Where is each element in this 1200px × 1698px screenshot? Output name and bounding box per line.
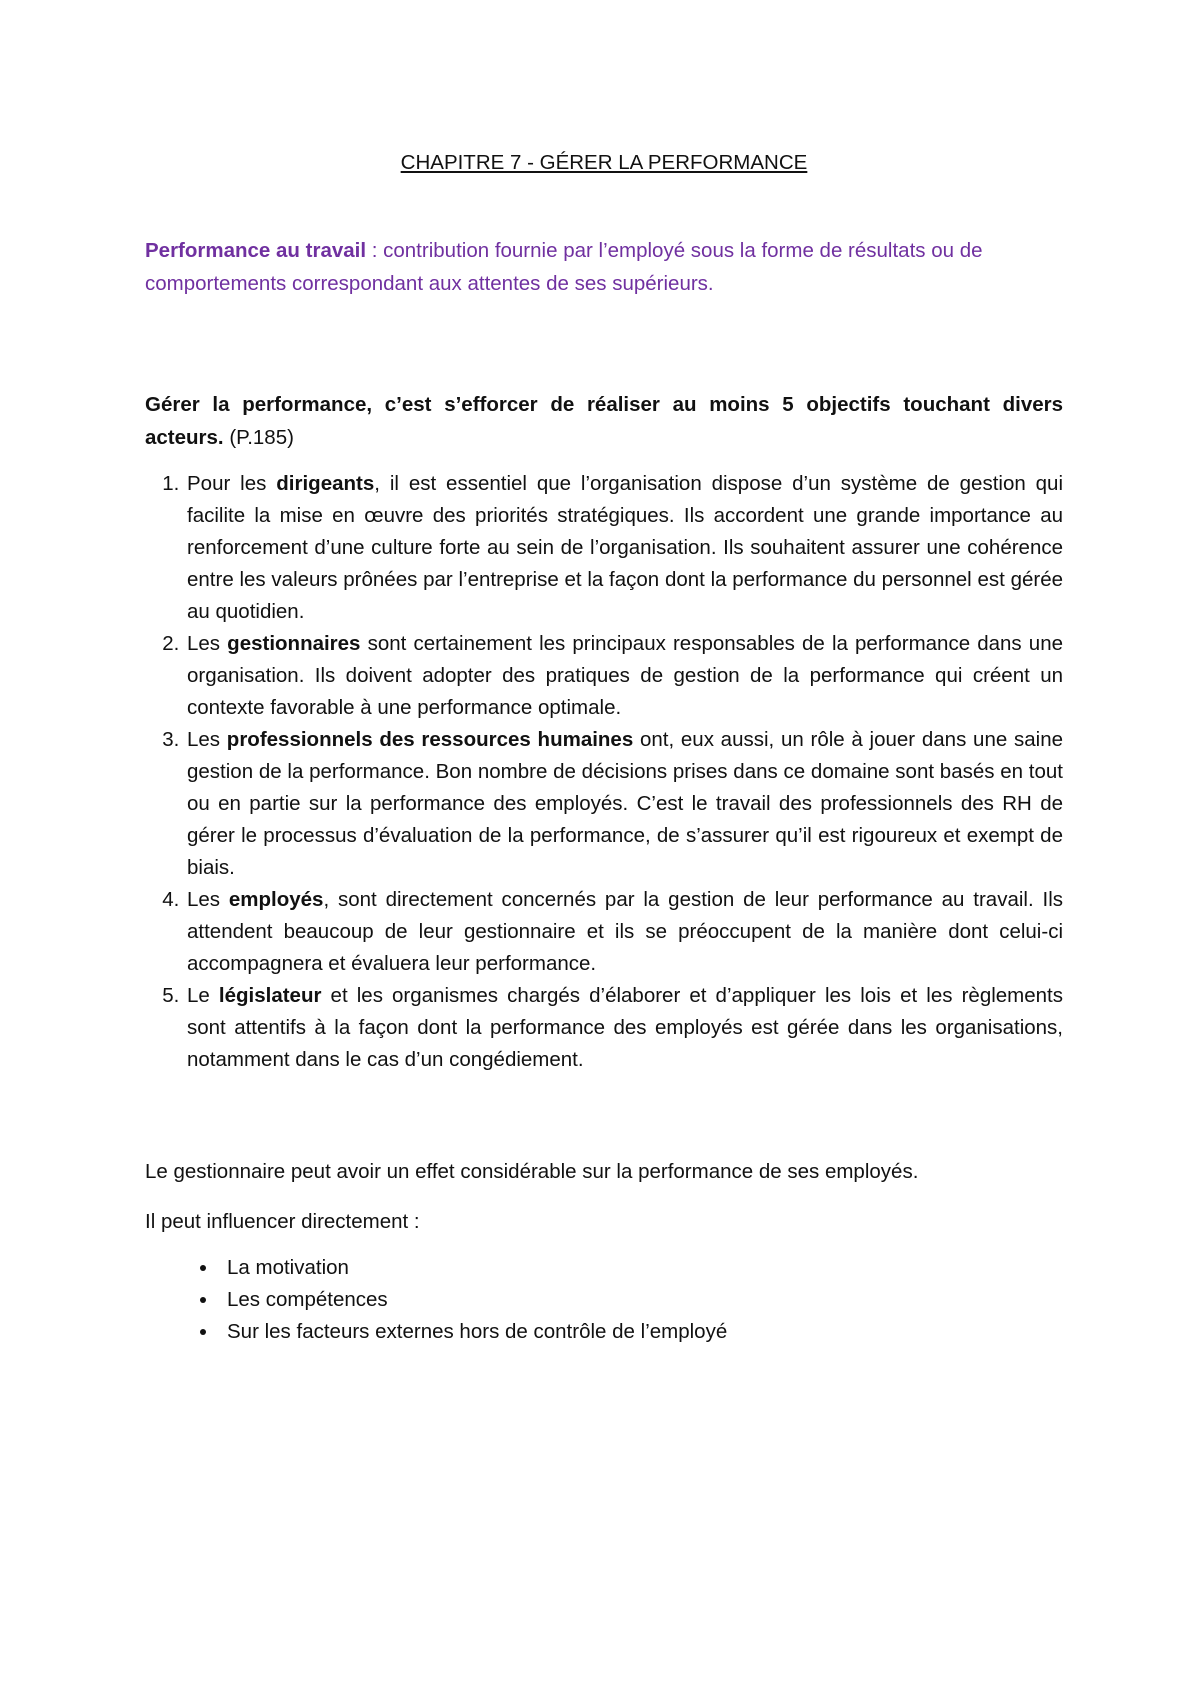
definition-term: Performance au travail: [145, 239, 367, 262]
actor-text-after: ont, eux aussi, un rôle à jouer dans une saine gestion de la performance. Bon nombre de décisions prises dans ce domaine sont basés en tout ou en partie sur la performance des employés. C’est le travail des professionnels des RH de gérer le processus d’évaluation de la performance, de s’assurer qu’il est rigoureux et exempt de biais.: [187, 728, 1064, 879]
actors-list: [145, 468, 1063, 1076]
actor-keyword: législateur: [218, 984, 322, 1007]
factor-item: • Les compétences: [219, 1284, 1063, 1316]
factor-item: • Sur les facteurs externes hors de contrôle de l’employé: [219, 1316, 1063, 1348]
definition-text: : contribution fournie par l’employé sous la forme de résultats ou de comportements correspondant aux attentes de ses supérieurs.: [145, 239, 983, 295]
actor-text-before: Les: [187, 632, 228, 655]
actor-text-before: Les: [187, 888, 229, 911]
actor-item-gestionnaires: [185, 628, 1063, 724]
actor-text-after: sont certainement les principaux responsables de la performance dans une organisation. Ils doivent adopter des pratiques de gestion de la performance qui créent un contexte favorable à une performance optimale.: [187, 632, 1063, 719]
actor-item-legislateur: [185, 980, 1063, 1076]
actor-keyword: dirigeants: [276, 472, 375, 495]
actor-text-before: Pour les: [187, 472, 277, 495]
actor-item-professionnels-rh: [185, 724, 1063, 884]
actor-text-after: , sont directement concernés par la gestion de leur performance au travail. Ils attendent beaucoup de leur gestionnaire et ils se préoccupent de la manière dont celui-ci accompagnera et évaluera leur performance.: [187, 888, 1063, 975]
actor-text-after: et les organismes chargés d’élaborer et d’appliquer les lois et les règlements sont attentifs à la façon dont la performance des employés est gérée dans les organisations, notamment dans le cas d’un congédiement.: [187, 984, 1063, 1071]
factors-list: [145, 1252, 1063, 1348]
factor-item: • La motivation: [219, 1252, 1063, 1284]
closing-paragraph: Le gestionnaire peut avoir un effet considérable sur la performance de ses employés.: [145, 1160, 919, 1183]
actor-text-before: Les: [187, 728, 227, 751]
actor-keyword: professionnels des ressources humaines: [226, 728, 634, 751]
actor-item-employes: [185, 884, 1063, 980]
document-body: [145, 147, 1063, 1348]
page-title: CHAPITRE 7 - GÉRER LA PERFORMANCE: [400, 151, 808, 174]
actor-item-dirigeants: [185, 468, 1063, 628]
actor-text-after: , il est essentiel que l’organisation dispose d’un système de gestion qui facilite la mise en œuvre des priorités stratégiques. Ils accordent une grande importance au renforcement d’une culture forte au sein de l’organisation. Ils souhaitent assurer une cohérence entre les valeurs prônées par l’entreprise et la façon dont la performance du personnel est gérée au quotidien.: [187, 472, 1064, 623]
actor-keyword: gestionnaires: [227, 632, 361, 655]
actor-text-before: Le: [187, 984, 219, 1007]
actor-keyword: employés: [228, 888, 324, 911]
intro-paragraph: [145, 388, 1063, 454]
intro-reference: (P.185): [223, 426, 294, 449]
influence-intro: Il peut influencer directement :: [145, 1210, 420, 1233]
intro-lead: Gérer la performance, c’est s’efforcer de réaliser au moins 5 objectifs touchant divers acteurs.: [145, 393, 1063, 449]
definition-paragraph: [145, 234, 1063, 300]
